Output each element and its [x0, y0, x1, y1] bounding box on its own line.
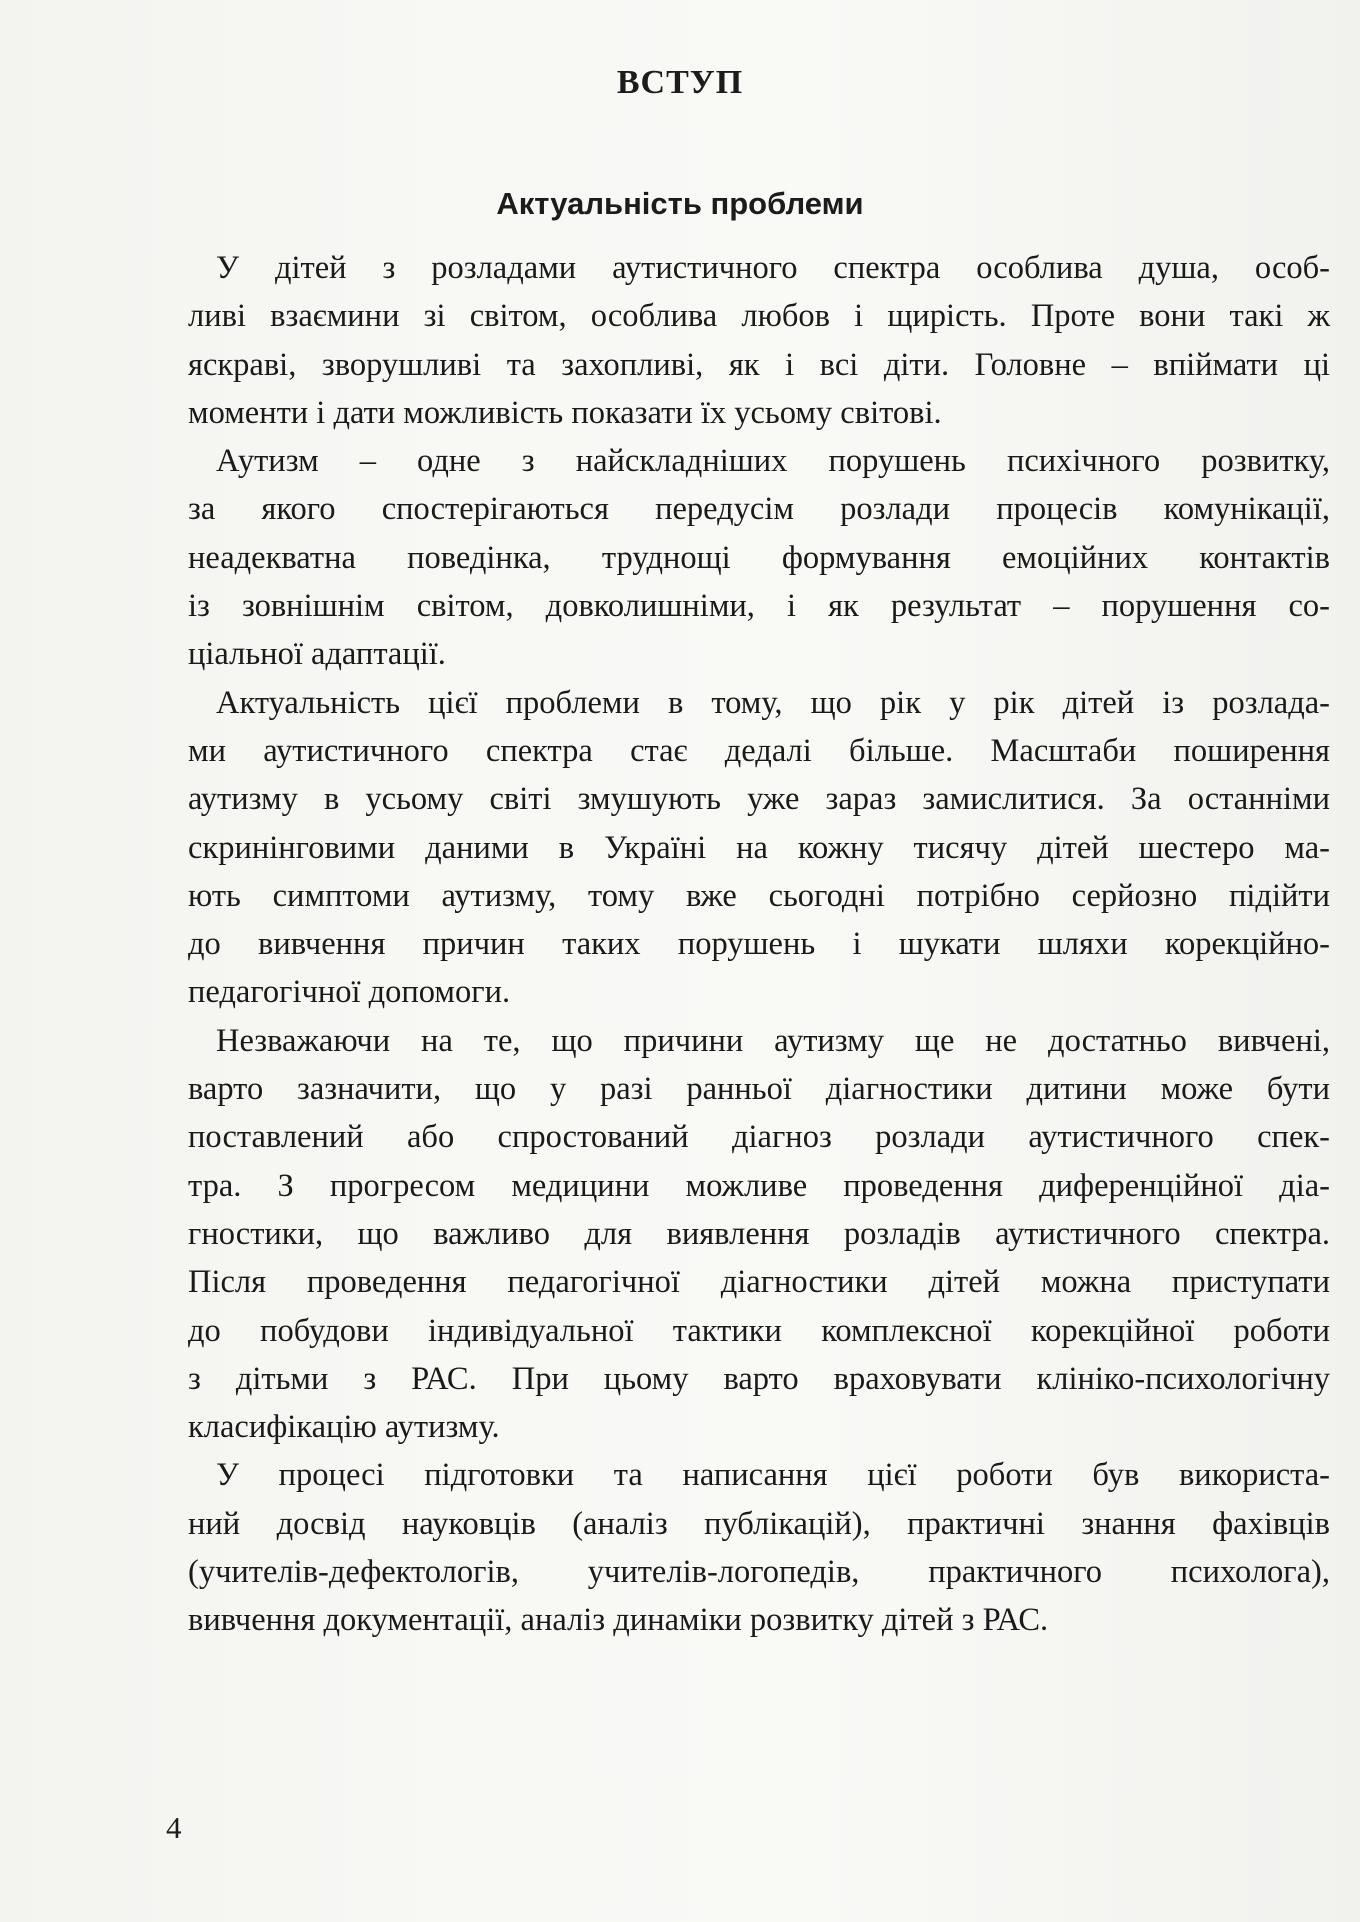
text-line: ми аутистичного спектра стає дедалі більше. Масштаби поширення: [188, 732, 1330, 769]
text-line: Незважаючи на те, що причини аутизму ще не достатньо вивчені,: [216, 1022, 1330, 1059]
paragraph-3: [154, 679, 1330, 1017]
text-line: із зовнішнім світом, довколишніми, і як результат – порушення со-: [188, 588, 1330, 625]
paragraph-2: [154, 437, 1330, 678]
text-line: класифікацію аутизму.: [188, 1409, 500, 1446]
text-line: аутизму в усьому світі змушують уже зараз замислитися. За останніми: [188, 781, 1330, 818]
text-line: ливі взаємини зі світом, особлива любов і щирість. Проте вони такі ж: [188, 298, 1330, 335]
text-line: У дітей з розладами аутистичного спектра особлива душа, особ-: [216, 250, 1330, 286]
paragraph-1: [154, 244, 1330, 437]
text-line: Після проведення педагогічної діагностики дітей можна приступати: [188, 1264, 1330, 1301]
text-line: Аутизм – одне з найскладніших порушень психічного розвитку,: [216, 443, 1330, 480]
text-line: ціальної адаптації.: [188, 636, 446, 673]
text-line: ний досвід науковців (аналіз публікацій), практичні знання фахівців: [188, 1505, 1330, 1542]
text-line: яскраві, зворушливі та захопливі, як і всі діти. Головне – впіймати ці: [188, 346, 1330, 383]
section-heading: Актуальність проблеми: [496, 186, 864, 221]
chapter-title: ВСТУП: [616, 64, 744, 101]
text-line: гностики, що важливо для виявлення розладів аутистичного спектра.: [188, 1215, 1330, 1252]
text-line: Актуальність цієї проблеми в тому, що рік у рік дітей із розлада-: [216, 684, 1330, 721]
text-line: ють симптоми аутизму, тому вже сьогодні потрібно серйозно підійти: [188, 877, 1330, 914]
text-line: педагогічної допомоги.: [188, 974, 511, 1011]
text-line: до вивчення причин таких порушень і шукати шляхи корекційно-: [188, 926, 1330, 963]
paragraph-4: [154, 1017, 1330, 1452]
text-line: (учителів-дефектологів, учителів-логопедів, практичного психолога),: [188, 1554, 1330, 1591]
text-line: У процесі підготовки та написання цієї роботи був використа-: [216, 1457, 1330, 1494]
text-line: скринінговими даними в Україні на кожну тисячу дітей шестеро ма-: [188, 829, 1330, 866]
text-line: з дітьми з РАС. При цьому варто враховувати клініко-психологічну: [188, 1360, 1330, 1397]
text-line: вивчення документації, аналіз динаміки розвитку дітей з РАС.: [188, 1602, 1049, 1639]
page-number: 4: [166, 1810, 182, 1845]
text-line: неадекватна поведінка, труднощі формування емоційних контактів: [188, 539, 1330, 576]
text-line: варто зазначити, що у разі ранньої діагностики дитини може бути: [188, 1071, 1330, 1108]
text-line: за якого спостерігаються передусім розлади процесів комунікації,: [188, 491, 1330, 528]
text-line: моменти і дати можливість показати їх усьому світові.: [188, 394, 942, 431]
paragraph-5: [154, 1451, 1330, 1644]
text-line: тра. З прогресом медицини можливе проведення диференційної діа-: [188, 1167, 1330, 1204]
body-text: [154, 244, 1330, 1645]
text-line: поставлений або спростований діагноз розлади аутистичного спек-: [188, 1119, 1330, 1156]
text-line: до побудови індивідуальної тактики комплексної корекційної роботи: [188, 1312, 1330, 1349]
